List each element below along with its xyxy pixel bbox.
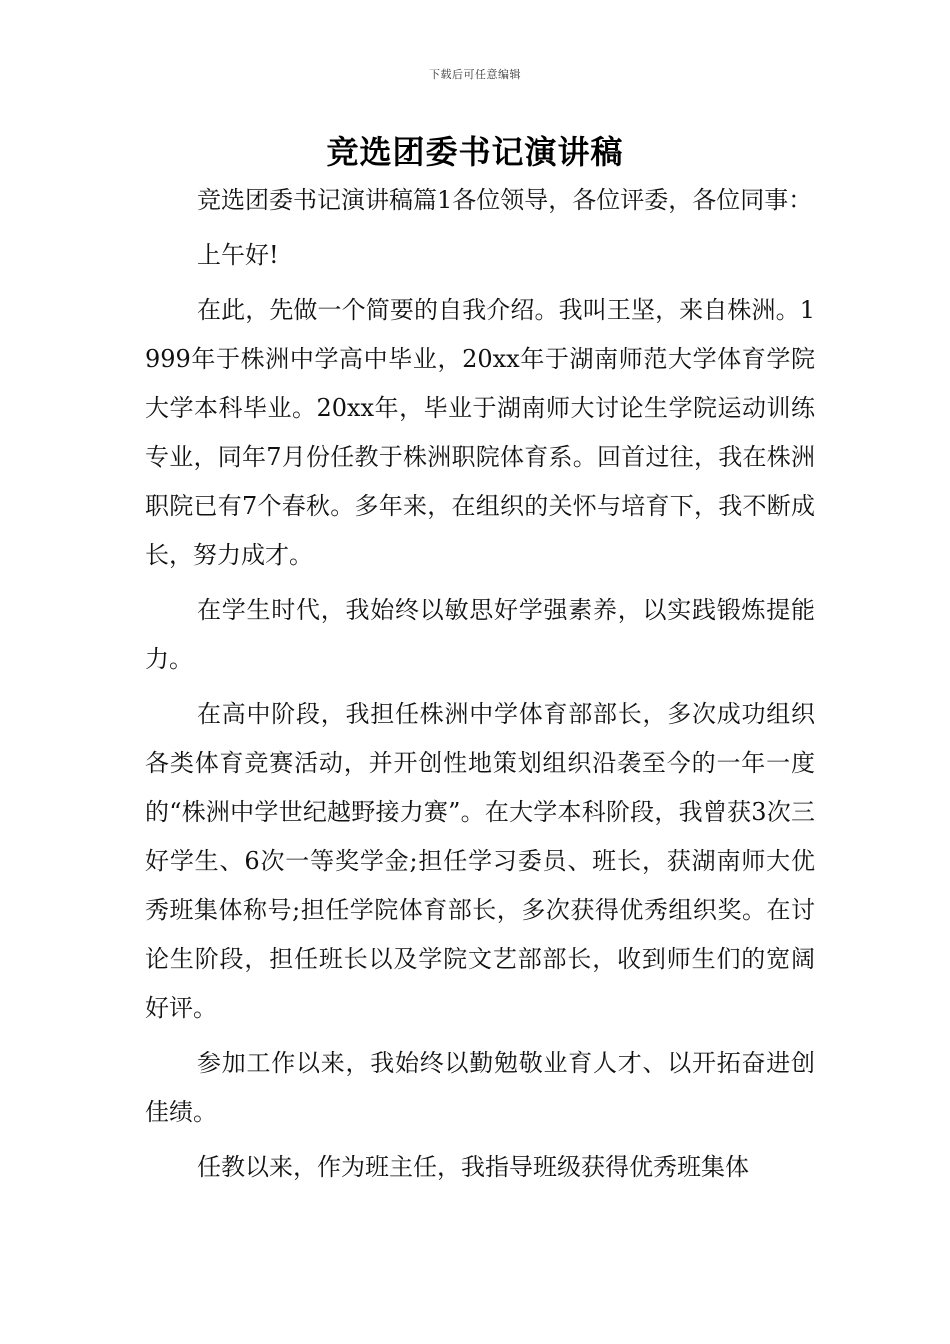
header-note: 下载后可任意编辑: [429, 68, 521, 81]
paragraph: 任教以来，作为班主任，我指导班级获得优秀班集体: [197, 1153, 749, 1181]
paragraph: 竞选团委书记演讲稿篇1各位领导，各位评委，各位同事：: [197, 186, 813, 214]
document-body: [145, 176, 815, 1198]
paragraph: 在高中阶段，我担任株洲中学体育部部长，多次成功组织各类体育竞赛活动，并开创性地策划组织沿袭至今的一年一度的“株洲中学世纪越野接力赛”。在大学本科阶段，我曾获3次三好学生、6次一等奖学金;担任学习委员、班长，获湖南师大优秀班集体称号;担任学院体育部长，多次获得优秀组织奖。在讨论生阶段，担任班长以及学院文艺部部长，收到师生们的宽阔好评。: [145, 700, 815, 1022]
paragraph: 在学生时代，我始终以敏思好学强素养，以实践锻炼提能力。: [145, 596, 815, 673]
paragraph: 在此，先做一个简要的自我介绍。我叫王坚，来自株洲。1999年于株洲中学高中毕业，20xx年于湖南师范大学体育学院大学本科毕业。20xx年，毕业于湖南师大讨论生学院运动训练专业，同年7月份任教于株洲职院体育系。回首过往，我在株洲职院已有7个春秋。多年来，在组织的关怀与培育下，我不断成长，努力成才。: [145, 296, 815, 569]
document-title: 竞选团委书记演讲稿: [326, 133, 624, 171]
paragraph: 上午好!: [197, 241, 279, 269]
paragraph: 参加工作以来，我始终以勤勉敬业育人才、以开拓奋进创佳绩。: [145, 1049, 815, 1126]
